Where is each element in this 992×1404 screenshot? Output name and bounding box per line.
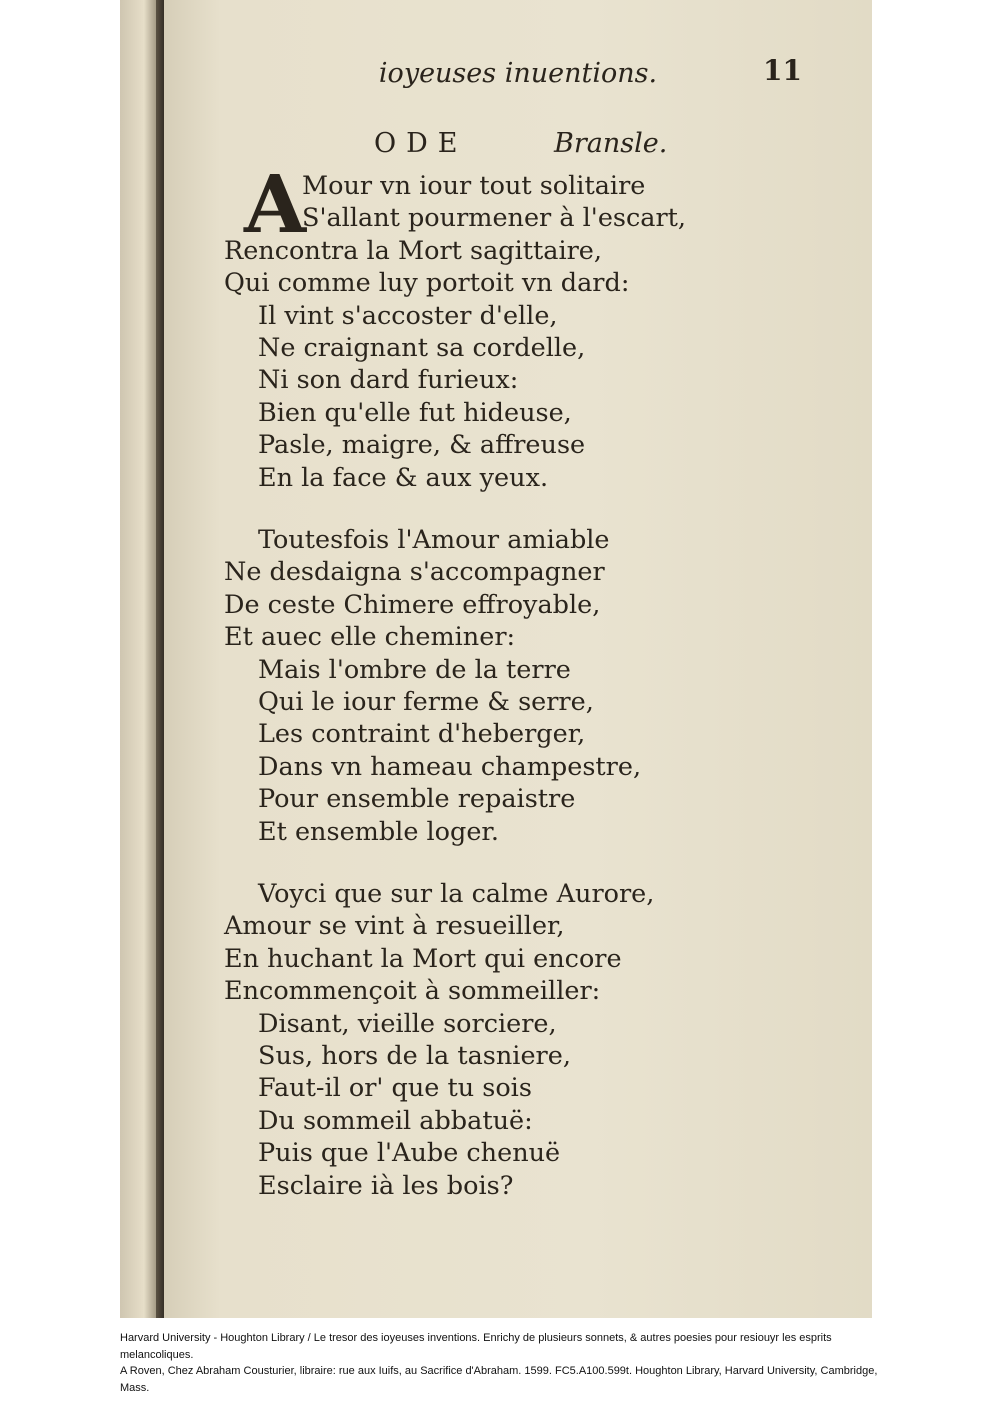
verse-line: Les contraint d'heberger, xyxy=(258,719,586,750)
verse-line: Puis que l'Aube chenuë xyxy=(258,1138,561,1169)
verse-line: Encommençoit à sommeiller: xyxy=(224,976,601,1007)
scanned-page-image xyxy=(120,0,872,1318)
verse-line: Pour ensemble repaistre xyxy=(258,784,576,815)
verse-line: En la face & aux yeux. xyxy=(258,462,549,493)
facing-page-edge xyxy=(120,0,160,1318)
stanza-1 xyxy=(224,157,687,494)
verse-line: Qui comme luy portoit vn dard: xyxy=(224,268,630,299)
verse-line: Esclaire ià les bois? xyxy=(258,1170,514,1201)
verse-line: De ceste Chimere effroyable, xyxy=(224,589,601,620)
verse-line: Bien qu'elle fut hideuse, xyxy=(258,397,572,428)
title-branle: Bransle. xyxy=(554,128,668,159)
verse-line: Disant, vieille sorciere, xyxy=(258,1008,557,1039)
verse-line: Mour vn iour tout solitaire xyxy=(302,171,646,201)
title-ode: ODE xyxy=(374,128,468,159)
verse-line: Mais l'ombre de la terre xyxy=(258,654,571,685)
verse-line: Amour se vint à resueiller, xyxy=(224,911,565,942)
verse-line: Pasle, maigre, & affreuse xyxy=(258,430,586,461)
verse-line: Sus, hors de la tasniere, xyxy=(258,1041,571,1072)
verse-line: Faut-il or' que tu sois xyxy=(258,1073,532,1104)
verse-line: Il vint s'accoster d'elle, xyxy=(258,300,558,331)
verse-line: Rencontra la Mort sagittaire, xyxy=(224,235,602,266)
verse-line: Voyci que sur la calme Aurore, xyxy=(258,879,655,909)
book-page xyxy=(164,0,872,1318)
verse-line: S'allant pourmener à l'escart, xyxy=(302,203,687,234)
verse-line: Et ensemble loger. xyxy=(258,816,499,847)
verse-line: Toutesfois l'Amour amiable xyxy=(258,525,610,555)
verse-line: En huchant la Mort qui encore xyxy=(224,943,622,974)
drop-cap: A xyxy=(244,157,307,251)
verse-line: Du sommeil abbatuë: xyxy=(258,1105,533,1136)
caption-imprint: A Roven, Chez Abraham Cousturier, libraire: rue aux Iuifs, au Sacrifice d'Abraham. 1599. FC5.A100.599t. Houghton Library, Harvard University, Cambridge, Mass. xyxy=(120,1365,878,1394)
caption-citation: Harvard University - Houghton Library / Le tresor des ioyeuses inventions. Enrichy de plusieurs sonnets, & autres poesies pour resiouyr les esprits melancoliques. xyxy=(120,1332,832,1361)
image-caption xyxy=(120,1330,880,1396)
verse-line: Ne craignant sa cordelle, xyxy=(258,333,586,364)
verse-line: Ni son dard furieux: xyxy=(258,365,519,396)
verse-line: Ne desdaigna s'accompagner xyxy=(224,557,605,588)
verse-line: Qui le iour ferme & serre, xyxy=(258,687,594,718)
page-number: 11 xyxy=(763,54,802,87)
running-head: ioyeuses inuentions. xyxy=(378,58,658,89)
stanza-2 xyxy=(224,524,641,848)
stanza-3 xyxy=(224,878,654,1202)
verse-line: Et auec elle cheminer: xyxy=(224,622,516,653)
verse-line: Dans vn hameau champestre, xyxy=(258,751,642,782)
